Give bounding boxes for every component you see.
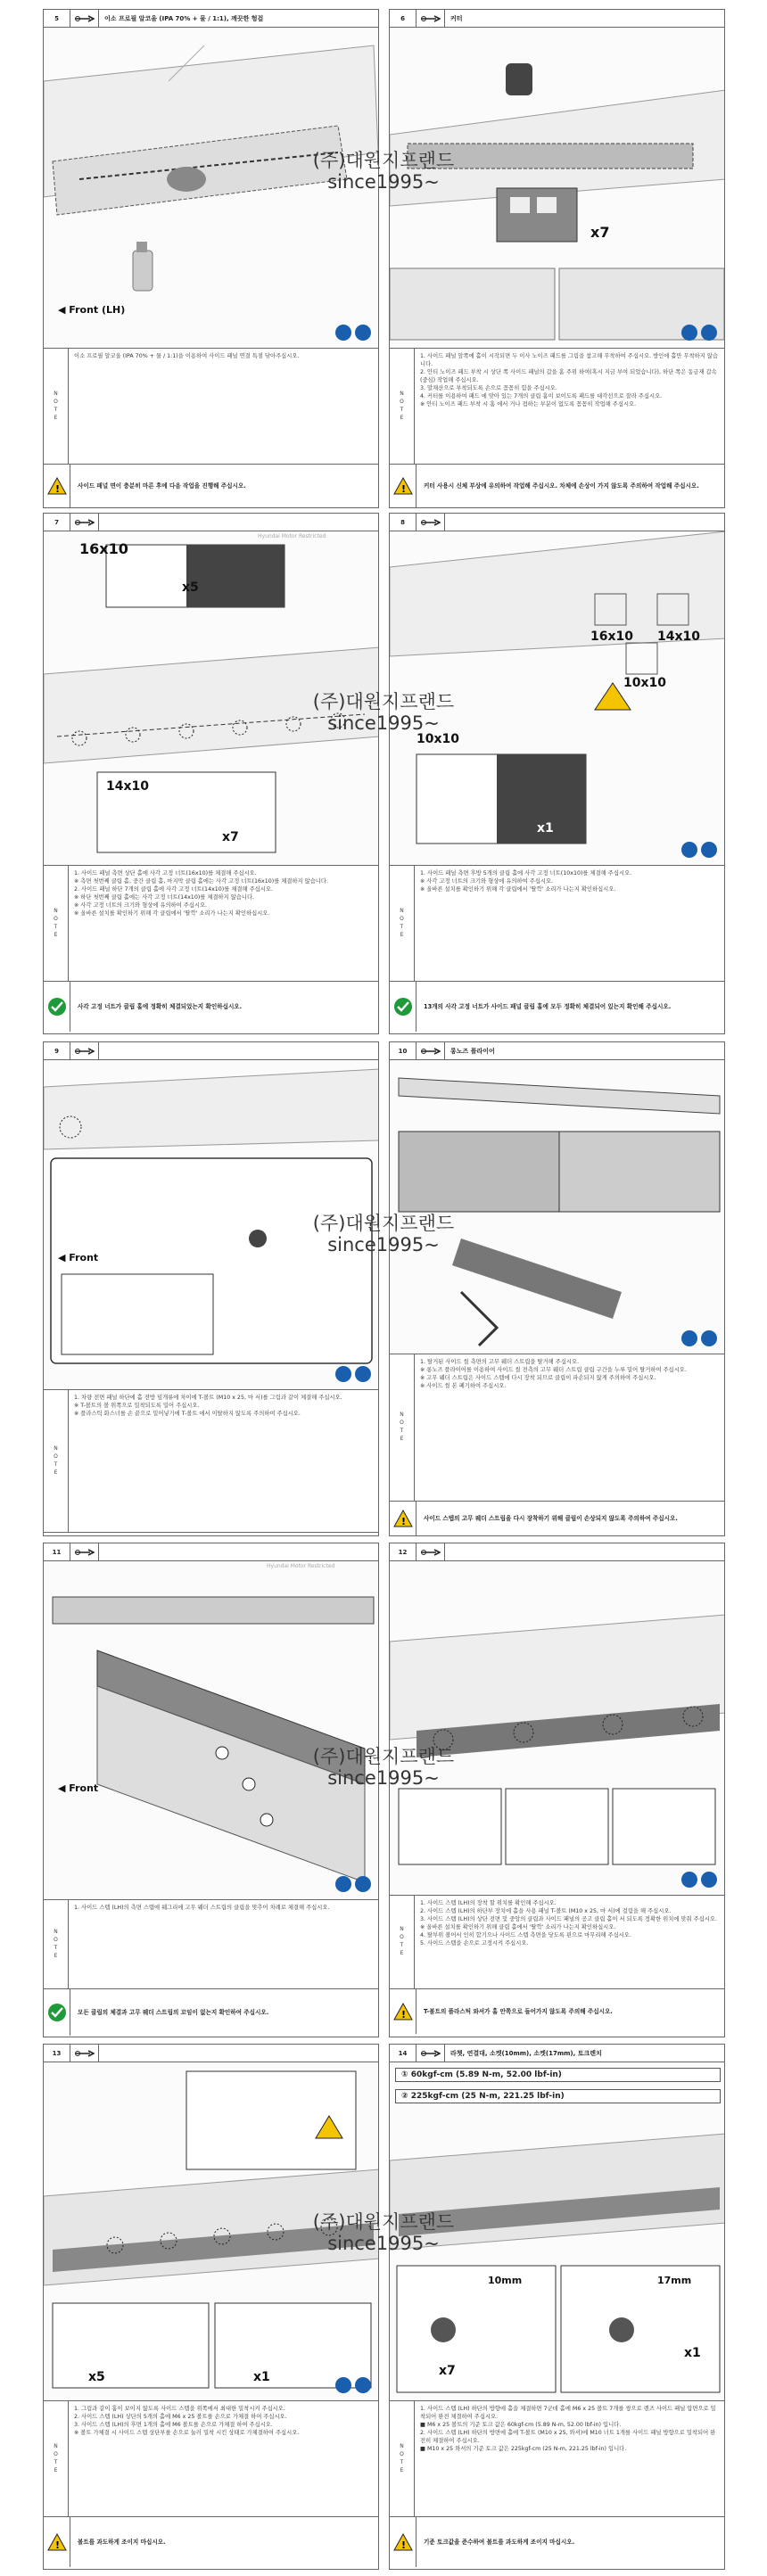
warning-text: 기준 토크값을 준수하여 볼트를 과도하게 조이지 마십시오. xyxy=(424,2539,575,2546)
warning-text: 사각 고정 너트가 클립 홀에 정확히 체결되었는지 확인하십시오. xyxy=(78,1003,243,1010)
final-torque-illustration xyxy=(390,2062,724,2401)
wrench-icon xyxy=(416,514,445,531)
quantity-callout: x7 xyxy=(439,2364,456,2378)
warning-row xyxy=(44,982,378,1032)
step-number: 6 xyxy=(390,10,416,27)
step-illustration xyxy=(44,1561,378,1900)
note-body: 1. 사이드 패널 앞쪽에 홀이 시작되면 두 이사 노이즈 패드를 그림을 참고해 무착하여 주십시오. 방인에 홀만 무착하지 않습니다. 2. 안티 노이즈 패드 부착 시 상단 쪽 사이드 패널의 갑을 홈 주위 하여(혹시 지금 부여 되었습니다), 하단 쪽은 동금재 갑속(중심) 작업해 주십시오. 3. 말채산으로 부착되도록 손으로 꼼꼼히 힘을 주십시오. 4. 커터를 이용하여 패드 에 맞아 있는 7개의 클립 홈이 보이도록 패드를 대각선으로 잘라 주십시오. ※ 안티 노이즈 패드 부착 시 홈 에서 거나 접하는 부분이 없도록 꼼꼼히 작업해 주십시오. xyxy=(420,353,719,407)
gloves-icon xyxy=(335,1876,351,1892)
step-number: 12 xyxy=(390,1543,416,1560)
ppe-icons xyxy=(335,2377,371,2393)
side-panel-cleaning-illustration xyxy=(44,28,378,349)
svg-text:!: ! xyxy=(400,483,406,495)
step-illustration xyxy=(390,1561,724,1896)
step-panel-11 xyxy=(43,1543,379,2037)
goggles-icon xyxy=(701,1872,717,1888)
watermark: (주)대원지프랜드 since1995~ xyxy=(312,691,455,734)
caution-triangle-icon xyxy=(390,465,416,507)
side-step-strip-illustration xyxy=(44,1561,378,1900)
quantity-callout: x7 xyxy=(222,830,239,844)
note-body: 1. 탈거된 사이드 씰 측면의 고무 웨더 스트립을 탈거해 주십시오. ※ 롱노즈 플라이어를 이용하여 사이드 씰 전측의 고무 웨더 스트립 클립 구간을 누루 밀어 탈거하여 주십시오. ※ 고무 웨더 스트립은 사이드 스텝에 다시 장착 되므로 클립이 파손되지 않게 주의하여 주십시오. ※ 사이드 씰 본 폐기하여 주십시오. xyxy=(420,1359,687,1389)
step-tools: 커터 xyxy=(450,14,463,22)
quantity-callout: x1 xyxy=(684,2346,701,2360)
front-direction-label: ◀ Front (LH) xyxy=(58,304,126,316)
goggles-icon xyxy=(355,1876,371,1892)
warning-text: 13개의 사각 고정 너트가 사이드 패널 클립 홀에 모두 정확히 체결되어 있는지 확인해 주십시오. xyxy=(424,1003,672,1010)
step-header xyxy=(390,1543,724,1561)
warning-text: 모든 클립의 체결과 고무 웨더 스트립의 꼬임이 없는지 확인하여 주십시오. xyxy=(78,2009,269,2016)
step-tools: 이소 프로필 알코올 (IPA 70% + 물 / 1:1), 깨끗한 헝겊 xyxy=(104,14,264,22)
caution-triangle-icon xyxy=(390,1989,416,2034)
gloves-icon xyxy=(681,1872,697,1888)
step-illustration xyxy=(390,531,724,866)
step-number: 14 xyxy=(390,2045,416,2062)
warning-text: 볼트를 과도하게 조이지 마십시오. xyxy=(78,2539,166,2546)
step-header xyxy=(44,1042,378,1060)
check-icon xyxy=(44,982,70,1032)
note-section: NOTE 1. 사이드 패널 측면 상단 홀에 사각 고정 너트(16x10)를 체결해 주십시오. ※ 측면 첫번째 클립 홀, 중간 클립 홀, 마지막 클립 홀에는 사각 고정 너트(16x10)를 체결하지 않습니다. 2. 사이드 패널 하단 7개의 클립 홀에 사각 고정 너트(14x10)를 체결해 주십시오. ※ 하단 첫번째 클립 홀에는 사각 고정 너트(14x10)를 체결하지 않습니다. ※ 사각 고정 너트의 크기와 형상에 유의하여 주십시오. ※ 올바른 설치를 확인하기 위해 각 클립에서 '딸깍' 소리가 나는지 확인하십시오. xyxy=(44,866,378,982)
ppe-icons xyxy=(335,1366,371,1382)
caution-triangle-icon xyxy=(390,2517,416,2567)
step-panel-13 xyxy=(43,2044,379,2570)
svg-text:!: ! xyxy=(400,2539,406,2551)
note-section: NOTE 1. 사이드 스텝 (LH)의 측면 스텝에 웨그리에 고무 웨더 스트립의 클립을 맞추어 차례로 체결해 주십시오. xyxy=(44,1900,378,1989)
goggles-icon xyxy=(355,2377,371,2393)
step-panel-5 xyxy=(43,9,379,508)
gloves-icon xyxy=(335,1366,351,1382)
note-body: 1. 사이드 패널 측면 후방 5개의 클립 홀에 사각 고정 너트(10x10)를 체결해 주십시오. ※ 사각 고정 너트의 크기와 형상에 유의하여 주십시오. ※ 올바른 설치를 확인하기 위해 각 클립에서 '딸깍' 소리가 나는지 확인하십시오. xyxy=(420,870,632,893)
rear-nut-illustration xyxy=(390,531,724,866)
note-body: 1. 차량 전면 패널 하단에 홀 전방 덮개류에 차이에 T-볼트 (M10 x 25, 마 서)를 그림과 같이 체결해 주십시오. ※ T-볼트의 볼 위쪽으로 밀착되도록 밀어 주십시오. ※ 플라스틱 화스너를 손 끝으로 밀어넣기에 T-볼트 에서 이탈하지 않도록 주의하여 주십시오. xyxy=(74,1395,342,1417)
quantity-callout: x5 xyxy=(88,2370,105,2384)
note-body: 1. 그림과 같이 홈이 보이지 않도록 사이드 스텝을 위쪽에서 최대한 밀착시켜 주십시오. 2. 사이드 스텝 (LH) 상단의 5개의 홀에 M6 x 25 볼트를 손으로 가체결 하여 주십시오. 3. 사이드 스텝 (LH)의 후면 1개의 홀에 M6 볼트를 손으로 가체결 하여 주십시오. ※ 볼트 가체결 시 사이드 스텝 상단부를 손으로 눌러 밀착 시킨 상태로 가체결하여 주십시오. xyxy=(74,2406,300,2436)
watermark: (주)대원지프랜드 since1995~ xyxy=(312,1213,455,1255)
ppe-icons xyxy=(335,325,371,341)
ppe-icons xyxy=(681,842,717,858)
weather-strip-removal-illustration xyxy=(390,1060,724,1354)
wrench-icon xyxy=(416,10,445,27)
note-section: NOTE 1. 탈거된 사이드 씰 측면의 고무 웨더 스트립을 탈거해 주십시오. ※ 롱노즈 플라이어를 이용하여 사이드 씰 전측의 고무 웨더 스트립 클립 구간을 누루 밀어 탈거하여 주십시오. ※ 고무 웨더 스트립은 사이드 스텝에 다시 장착 되므로 클립이 파손되지 않게 주의하여 주십시오. ※ 사이드 씰 본 폐기하여 주십시오. xyxy=(390,1354,724,1502)
wrench-icon xyxy=(416,2045,445,2062)
socket-size-callout: 10mm xyxy=(488,2275,523,2286)
goggles-icon xyxy=(355,325,371,341)
quantity-callout: x7 xyxy=(590,224,610,241)
step-panel-7 xyxy=(43,513,379,1034)
note-body: 1. 사이드 패널 측면 상단 홀에 사각 고정 너트(16x10)를 체결해 주십시오. ※ 측면 첫번째 클립 홀, 중간 클립 홀, 마지막 클립 홀에는 사각 고정 너트(16x10)를 체결하지 않습니다. 2. 사이드 패널 하단 7개의 클립 홀에 사각 고정 너트(14x10)를 체결해 주십시오. ※ 하단 첫번째 클립 홀에는 사각 고정 너트(14x10)를 체결하지 않습니다. ※ 사각 고정 너트의 크기와 형상에 유의하여 주십시오. ※ 올바른 설치를 확인하기 위해 각 클립에서 '딸깍' 소리가 나는지 확인하십시오. xyxy=(74,870,328,917)
goggles-icon xyxy=(701,325,717,341)
quantity-callout: x1 xyxy=(537,821,554,835)
caution-triangle-icon xyxy=(390,1502,416,1535)
note-section: NOTE 1. 사이드 스텝 (LH)의 장착 할 위치를 확인해 주십시오. 2. 사이드 스텝 (LH)의 하단부 장치에 홀을 사용 패널 T-볼트 (M10 x 25, 마 서)에 걸림을 해 주십시오. 3. 사이드 스텝 (LH)의 상단 전면 및 중앙의 클립과 사이드 패널의 공고 클립 홀이 서 되도록 정확한 위치에 맞춰 주십시오. ※ 올바른 설치를 확인하기 위해 클립 홀에서 '딸깍' 소리가 나는지 확인하십시오. 4. 탈부위 볼어서 인히 합기으나 사이드 스텝 측면을 당도록 핀으로 마무리해 주십시오. 5. 사이드 스텝을 손으로 고정시켜 주십시오. xyxy=(390,1896,724,1989)
socket-size-callout: 17mm xyxy=(657,2275,692,2286)
nut-size-callout: 16x10 xyxy=(79,540,128,557)
note-body: 이소 프로필 알코올 (IPA 70% + 물 / 1:1)을 이용하여 사이드 패널 연결 특점 닦아주십시오. xyxy=(74,353,300,359)
note-body: 1. 사이드 스텝 (LH) 하단의 방향에 홀을 체결하면 7군데 홀에 M6 x 25 볼트 7개를 쌍으로 렌즈 사이드 패널 압면으로 밀착되어 완전 체결하여 주십시오. ■ M6 x 25 볼트의 기준 토크 값은 60kgf-cm (5.89 N-m, 52.00 lbf-in) 입니다. 2. 사이드 스텝 (LH) 하단의 방면에 홀에 T-볼트 (M10 x 25, 와셔)에 M10 너트 1개를 사이드 패널 방향으로 밀착되어 완전히 체결하여 주십시오. ■ M10 x 25 와셔의 기준 토크 값은 225kgf-cm (25 N-m, 221.25 lbf-in) 입니다. xyxy=(420,2406,716,2452)
torque-spec-1: ① 60kgf-cm (5.89 N-m, 52.00 lbf-in) xyxy=(395,2068,721,2082)
wrench-icon xyxy=(70,2045,99,2062)
caution-triangle-icon xyxy=(44,2517,70,2567)
step-illustration xyxy=(44,2062,378,2401)
restricted-label: Hyundai Motor Restricted xyxy=(258,533,326,539)
ppe-icons xyxy=(681,1330,717,1346)
step-tools: 라쳇, 연결대, 소켓(10mm), 소켓(17mm), 토크렌치 xyxy=(450,2049,602,2057)
nut-size-callout: 14x10 xyxy=(106,779,149,794)
warning-row xyxy=(44,465,378,507)
note-section: NOTE 1. 사이드 패널 앞쪽에 홀이 시작되면 두 이사 노이즈 패드를 그림을 참고해 무착하여 주십시오. 방인에 홀만 무착하지 않습니다. 2. 안티 노이즈 패드 부착 시 상단 쪽 사이드 패널의 갑을 홈 주위 하여(혹시 지금 부여 되었습니다), 하단 쪽은 동금재 갑속(중심) 작업해 주십시오. 3. 말채산으로 부착되도록 손으로 꼼꼼히 힘을 주십시오. 4. 커터를 이용하여 패드 에 맞아 있는 7개의 클립 홈이 보이도록 패드를 대각선으로 잘라 주십시오. ※ 안티 노이즈 패드 부착 시 홈 에서 거나 접하는 부분이 없도록 꼼꼼히 작업해 주십시오. xyxy=(390,349,724,465)
front-direction-label: ◀ Front xyxy=(58,1782,99,1794)
warning-text: 사이드 패널 면이 충분히 마른 후에 다음 작업을 진행해 주십시오. xyxy=(78,482,246,490)
side-step-mounting-illustration xyxy=(390,1561,724,1896)
warning-text: 사이드 스텝의 고무 웨더 스트립을 다시 장착하기 위해 클립이 손상되지 않도록 주의하여 주십시오. xyxy=(424,1515,678,1522)
caution-triangle-icon xyxy=(44,465,70,507)
step-illustration xyxy=(44,28,378,349)
goggles-icon xyxy=(701,842,717,858)
gloves-icon xyxy=(681,1330,697,1346)
step-number: 10 xyxy=(390,1042,416,1059)
ppe-icons xyxy=(681,325,717,341)
wrench-icon xyxy=(70,10,99,27)
goggles-icon xyxy=(701,1330,717,1346)
wrench-icon xyxy=(416,1042,445,1059)
step-illustration xyxy=(390,1060,724,1354)
quantity-callout: x1 xyxy=(253,2370,270,2384)
nut-size-callout: 10x10 xyxy=(416,732,459,746)
nut-size-callout: 14x10 xyxy=(657,630,700,644)
warning-text: 커터 사용시 신체 부상에 유의하여 작업해 주십시오. 차체에 손상이 가지 않도록 주의하여 작업해 주십시오. xyxy=(424,482,699,490)
quantity-callout: x5 xyxy=(182,580,199,595)
wrench-icon xyxy=(416,1543,445,1560)
step-header xyxy=(44,1543,378,1561)
check-icon xyxy=(390,982,416,1032)
step-panel-12 xyxy=(389,1543,725,2037)
note-body: 1. 사이드 스텝 (LH)의 측면 스텝에 웨그리에 고무 웨더 스트립의 클립을 맞추어 차례로 체결해 주십시오. xyxy=(74,1905,330,1911)
gloves-icon xyxy=(335,2377,351,2393)
watermark: (주)대원지프랜드 since1995~ xyxy=(312,1746,455,1789)
step-header xyxy=(44,2045,378,2062)
svg-text:!: ! xyxy=(400,2009,406,2020)
step-number: 5 xyxy=(44,10,70,27)
watermark: (주)대원지프랜드 since1995~ xyxy=(312,2211,455,2254)
check-icon xyxy=(44,1989,70,2036)
t-bolt-illustration xyxy=(44,1060,378,1390)
note-section: NOTE 1. 사이드 스텝 (LH) 하단의 방향에 홀을 체결하면 7군데 홀에 M6 x 25 볼트 7개를 쌍으로 렌즈 사이드 패널 압면으로 밀착되어 완전 체결하여 주십시오. ■ M6 x 25 볼트의 기준 토크 값은 60kgf-cm (5.89 N-m, 52.00 lbf-in) 입니다. 2. 사이드 스텝 (LH) 하단의 방면에 홀에 T-볼트 (M10 x 25, 와셔)에 M10 너트 1개를 사이드 패널 방향으로 밀착되어 완전히 체결하여 주십시오. ■ M10 x 25 와셔의 기준 토크 값은 225kgf-cm (25 N-m, 221.25 lbf-in) 입니다. xyxy=(390,2401,724,2517)
step-header xyxy=(390,514,724,531)
watermark: (주)대원지프랜드 since1995~ xyxy=(312,150,455,193)
step-panel-9 xyxy=(43,1041,379,1536)
step-illustration xyxy=(390,2062,724,2401)
warning-row xyxy=(390,2517,724,2567)
nut-size-callout: 16x10 xyxy=(590,630,633,644)
bolt-pre-fastening-illustration xyxy=(44,2062,378,2401)
svg-text:!: ! xyxy=(54,483,60,495)
warning-text: T-볼트의 플라스틱 와셔가 홀 안쪽으로 들어가지 않도록 주의해 주십시오. xyxy=(424,2008,613,2015)
step-number: 9 xyxy=(44,1042,70,1059)
warning-row xyxy=(390,982,724,1032)
step-header xyxy=(44,514,378,531)
gloves-icon xyxy=(681,325,697,341)
ppe-icons xyxy=(335,1876,371,1892)
step-number: 11 xyxy=(44,1543,70,1560)
svg-text:!: ! xyxy=(54,2539,60,2551)
note-section: NOTE 1. 그림과 같이 홈이 보이지 않도록 사이드 스텝을 위쪽에서 최대한 밀착시켜 주십시오. 2. 사이드 스텝 (LH) 상단의 5개의 홀에 M6 x 25 볼트를 손으로 가체결 하여 주십시오. 3. 사이드 스텝 (LH)의 후면 1개의 홀에 M6 볼트를 손으로 가체결 하여 주십시오. ※ 볼트 가체결 시 사이드 스텝 상단부를 손으로 눌러 밀착 시킨 상태로 가체결하여 주십시오. xyxy=(44,2401,378,2517)
step-panel-14 xyxy=(389,2044,725,2570)
wrench-icon xyxy=(70,1042,99,1059)
warning-row xyxy=(390,1502,724,1535)
step-number: 7 xyxy=(44,514,70,531)
gloves-icon xyxy=(335,325,351,341)
step-header xyxy=(390,2045,724,2062)
nut-size-callout: 10x10 xyxy=(623,676,666,690)
front-direction-label: ◀ Front xyxy=(58,1252,99,1263)
wrench-icon xyxy=(70,514,99,531)
step-panel-6 xyxy=(389,9,725,508)
warning-row xyxy=(44,2517,378,2567)
anti-noise-pad-illustration xyxy=(390,28,724,349)
step-illustration xyxy=(44,1060,378,1390)
step-number: 8 xyxy=(390,514,416,531)
note-section: NOTE 1. 사이드 패널 측면 후방 5개의 클립 홀에 사각 고정 너트(10x10)를 체결해 주십시오. ※ 사각 고정 너트의 크기와 형상에 유의하여 주십시오. ※ 올바른 설치를 확인하기 위해 각 클립에서 '딸깍' 소리가 나는지 확인하십시오. xyxy=(390,866,724,982)
step-illustration xyxy=(44,531,378,866)
note-section: NOTE 이소 프로필 알코올 (IPA 70% + 물 / 1:1)을 이용하여 사이드 패널 연결 특점 닦아주십시오. xyxy=(44,349,378,465)
wrench-icon xyxy=(70,1543,99,1560)
note-section: NOTE 1. 차량 전면 패널 하단에 홀 전방 덮개류에 차이에 T-볼트 (M10 x 25, 마 서)를 그림과 같이 체결해 주십시오. ※ T-볼트의 볼 위쪽으로 밀착되도록 밀어 주십시오. ※ 플라스틱 화스너를 손 끝으로 밀어넣기에 T-볼트 에서 이탈하지 않도록 주의하여 주십시오. xyxy=(44,1390,378,1533)
step-header xyxy=(44,10,378,28)
gloves-icon xyxy=(681,842,697,858)
step-header xyxy=(390,1042,724,1060)
step-number: 13 xyxy=(44,2045,70,2062)
ppe-icons xyxy=(681,1872,717,1888)
square-nut-illustration xyxy=(44,531,378,866)
svg-text:!: ! xyxy=(400,1516,406,1527)
note-body: 1. 사이드 스텝 (LH)의 장착 할 위치를 확인해 주십시오. 2. 사이드 스텝 (LH)의 하단부 장치에 홀을 사용 패널 T-볼트 (M10 x 25, 마 서)에 걸림을 해 주십시오. 3. 사이드 스텝 (LH)의 상단 전면 및 중앙의 클립과 사이드 패널의 공고 클립 홀이 서 되도록 정확한 위치에 맞춰 주십시오. ※ 올바른 설치를 확인하기 위해 클립 홀에서 '딸깍' 소리가 나는지 확인하십시오. 4. 탈부위 볼어서 인히 합기으나 사이드 스텝 측면을 당도록 핀으로 마무리해 주십시오. 5. 사이드 스텝을 손으로 고정시켜 주십시오. xyxy=(420,1900,717,1946)
step-header xyxy=(390,10,724,28)
warning-row xyxy=(390,465,724,507)
step-tools: 롱노즈 플라이어 xyxy=(450,1047,495,1055)
warning-row xyxy=(390,1989,724,2034)
step-illustration xyxy=(390,28,724,349)
step-panel-10 xyxy=(389,1041,725,1536)
torque-spec-2: ② 225kgf-cm (25 N-m, 221.25 lbf-in) xyxy=(395,2089,721,2103)
restricted-label: Hyundai Motor Restricted xyxy=(267,1563,335,1569)
goggles-icon xyxy=(355,1366,371,1382)
warning-row xyxy=(44,1989,378,2036)
step-panel-8 xyxy=(389,513,725,1034)
